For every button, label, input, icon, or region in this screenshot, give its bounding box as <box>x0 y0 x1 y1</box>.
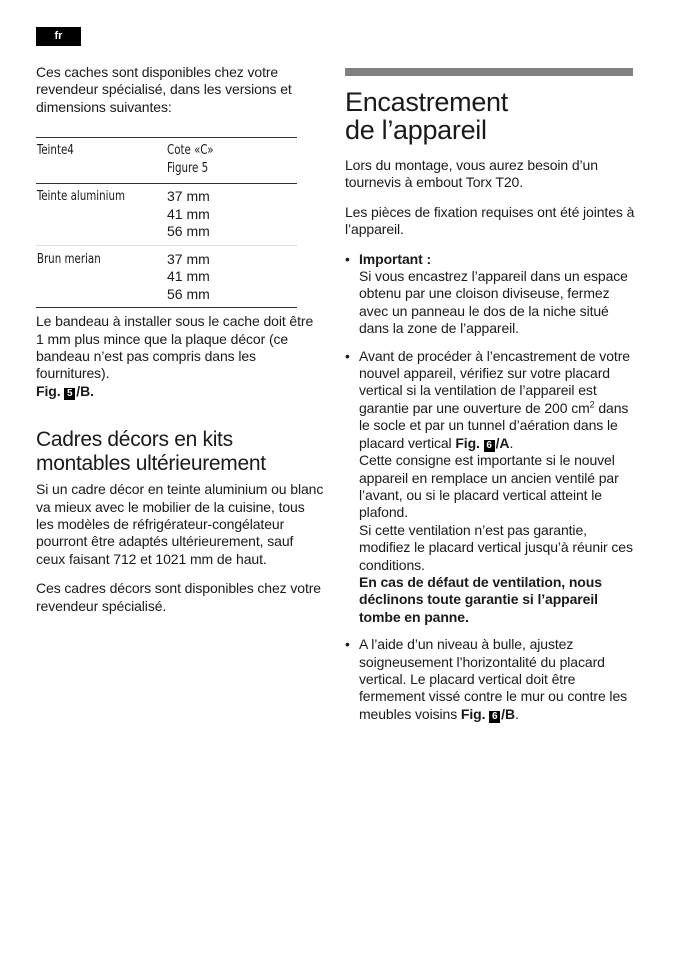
level-text: A l’aide d’un niveau à bulle, ajustez soigneusement l’horizontalité du placard vertical. Le placard vertical doit être fermement vissé contre le mur ou contre les meubles voisins <box>359 636 628 722</box>
figure-reference <box>455 435 509 451</box>
warranty-warning: En cas de défaut de ventilation, nous déclinons toute garantie si l’appareil tombe en panne. <box>359 573 602 625</box>
table-row <box>36 246 297 308</box>
heading-line: montables ultérieurement <box>36 452 266 476</box>
table-cell-dimensions <box>167 188 297 241</box>
left-column <box>36 64 324 615</box>
list-item <box>345 636 637 723</box>
table-cell-color: Teinte aluminium <box>36 189 126 205</box>
dimension-value: 37 mm <box>167 250 210 267</box>
figure-suffix: /B. <box>76 382 94 399</box>
frames-paragraph: Si un cadre décor en teinte aluminium ou blanc va mieux avec le mobilier de la cuisine, tous les modèles de réfrigérateur-congélateur pourront être adaptés ultérieurement, sauf ceux faisant 712 et 1021 mm de haut. <box>36 481 324 567</box>
section-heading-frames <box>36 428 324 476</box>
dimension-value: 37 mm <box>167 188 210 205</box>
period: . <box>509 434 514 451</box>
dimension-value: 41 mm <box>167 268 210 285</box>
heading-line: Cadres décors en kits <box>36 428 233 452</box>
figure-reference <box>36 383 94 399</box>
title-line: de l’appareil <box>345 115 487 145</box>
period: . <box>514 705 519 722</box>
instructions-list <box>345 251 637 724</box>
table-row <box>36 184 297 246</box>
table-header-color: Teinte4 <box>36 143 74 159</box>
section-rule <box>345 68 633 76</box>
right-column <box>345 68 637 733</box>
ventilation-text-cont: dans le socle et par un tunnel d’aération dans le placard vertical <box>359 399 629 451</box>
tools-paragraph: Lors du montage, vous aurez besoin d’un tournevis à embout Torx T20. <box>345 157 598 191</box>
figure-suffix: /B <box>501 705 515 722</box>
figure-reference <box>461 706 515 722</box>
important-label: Important : <box>359 250 432 267</box>
ventilation-fix: Si cette ventilation n’est pas garantie, modifiez le placard vertical jusqu’à réunir ces conditions. <box>359 521 633 573</box>
table-header-dimension-line1: Cote «C» <box>167 143 214 159</box>
superscript: 2 <box>589 399 595 410</box>
list-item <box>345 348 637 627</box>
frames-availability-paragraph: Ces cadres décors sont disponibles chez votre revendeur spécialisé. <box>36 580 321 614</box>
intro-paragraph: Ces caches sont disponibles chez votre revendeur spécialisé, dans les versions et dimensions suivantes: <box>36 64 292 115</box>
figure-suffix: /A <box>495 434 510 451</box>
list-item <box>345 251 637 338</box>
language-badge: fr <box>36 27 81 46</box>
table-header-row <box>36 138 297 184</box>
table-header-dimension <box>167 142 297 177</box>
dimensions-table <box>36 137 297 308</box>
ventilation-text: Avant de procéder à l’encastrement de votre nouvel appareil, vérifiez sur votre placard vertical si la ventilation de l’appareil est garantie par une ouverture de 200 cm <box>359 347 630 416</box>
ventilation-note: Cette consigne est importante si le nouvel appareil en remplace un ancien ventilé par l’avant, ou si le placard vertical atteint le plafond. <box>359 452 619 521</box>
dimension-value: 41 mm <box>167 205 210 222</box>
important-text: Si vous encastrez l’appareil dans un espace obtenu par une cloison diviseuse, fermez avec un panneau le dos de la niche situé dans la zone de l’appareil. <box>359 268 628 337</box>
figure-label: Fig. <box>455 434 480 451</box>
table-header-dimension-line2: Figure 5 <box>167 160 209 176</box>
figure-number: 5 <box>64 388 75 400</box>
table-cell-dimensions <box>167 251 297 304</box>
dimension-value: 56 mm <box>167 285 210 302</box>
section-title-installation <box>345 88 637 144</box>
parts-paragraph: Les pièces de fixation requises ont été jointes à l’appareil. <box>345 203 635 238</box>
note-text: Le bandeau à installer sous le cache doit être 1 mm plus mince que la plaque décor (ce bandeau n’est pas compris dans les fournitures). <box>36 313 314 382</box>
bullet-icon: • <box>345 347 350 364</box>
figure-label: Fig. <box>36 382 61 399</box>
dimension-value: 56 mm <box>167 223 210 240</box>
table-cell-color: Brun merian <box>36 251 101 267</box>
trim-strip-note <box>36 313 324 400</box>
figure-number: 6 <box>484 440 495 452</box>
figure-label: Fig. <box>460 705 486 722</box>
title-line: Encastrement <box>345 87 508 117</box>
bullet-icon: • <box>345 250 350 267</box>
bullet-icon: • <box>345 636 350 653</box>
figure-number: 6 <box>489 711 500 723</box>
